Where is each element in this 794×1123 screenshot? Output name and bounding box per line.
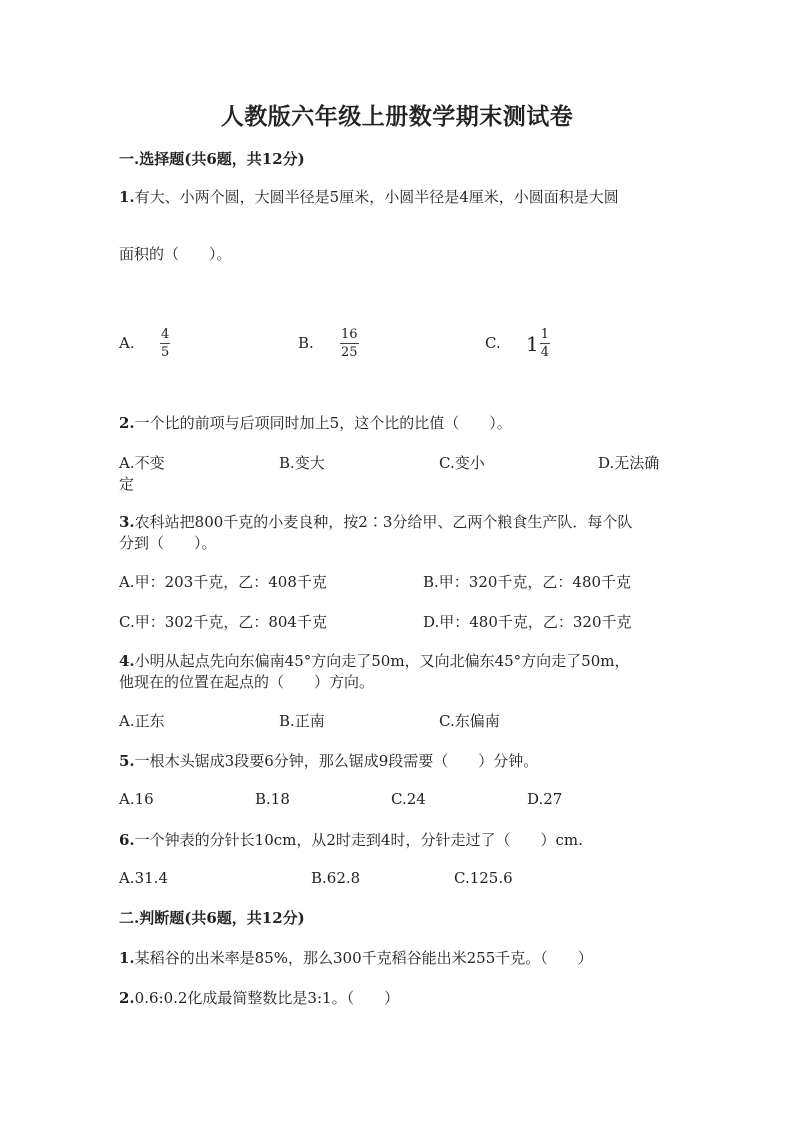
option-c-mixed-number — [526, 328, 550, 359]
question-text: 有大、小两个圆，大圆半径是5厘米，小圆半径是4厘米，小圆面积是大圆 — [134, 188, 619, 206]
question-2 — [119, 412, 512, 433]
option-a[interactable]: A.16 — [119, 790, 154, 808]
option-d[interactable]: D.27 — [527, 790, 563, 808]
question-3-line1 — [119, 511, 632, 532]
option-d[interactable]: D.甲：480千克，乙：320千克 — [423, 613, 632, 631]
question-text: 小明从起点先向东偏南45°方向走了50m，又向北偏东45°方向走了50m， — [134, 652, 630, 670]
section-heading-choice: 一.选择题(共6题，共12分) — [119, 150, 305, 168]
option-a[interactable]: A.不变 — [119, 454, 165, 472]
option-a[interactable]: A.甲：203千克，乙：408千克 — [119, 573, 327, 591]
question-text: 农科站把800千克的小麦良种，按2∶3分给甲、乙两个粮食生产队．每个队 — [134, 513, 633, 531]
option-c[interactable] — [485, 334, 501, 352]
page-title: 人教版六年级上册数学期末测试卷 — [220, 103, 574, 130]
question-text: 一根木头锯成3段要6分钟，那么锯成9段需要（ ）分钟。 — [134, 752, 539, 770]
question-number: 2. — [119, 989, 135, 1007]
question-text: 一个比的前项与后项同时加上5，这个比的比值（ ）。 — [134, 414, 512, 432]
option-d[interactable]: D.无法确 — [598, 454, 660, 472]
option-a-fraction — [160, 328, 170, 359]
tf-question-2 — [119, 987, 399, 1008]
question-text: 0.6:0.2化成最简整数比是3:1。（ ） — [134, 989, 400, 1007]
option-a[interactable]: A.正东 — [119, 712, 165, 730]
option-d-wrap: 定 — [119, 475, 135, 493]
question-1-line1 — [119, 186, 619, 207]
option-letter: B. — [298, 334, 314, 352]
option-b[interactable]: B.甲：320千克，乙：480千克 — [423, 573, 632, 591]
mixed-whole: 1 — [526, 331, 539, 356]
option-c[interactable]: C.24 — [391, 790, 426, 808]
question-number: 5. — [119, 752, 135, 770]
option-letter: A. — [119, 334, 135, 352]
question-number: 2. — [119, 414, 135, 432]
question-1-line2: 面积的（ ）。 — [119, 245, 232, 263]
option-b-fraction — [340, 328, 359, 359]
option-c[interactable]: C.甲：302千克，乙：804千克 — [119, 613, 327, 631]
option-b[interactable]: B.18 — [255, 790, 290, 808]
fraction-denominator: 5 — [161, 345, 170, 360]
question-3-line2: 分到（ ）。 — [119, 534, 217, 552]
option-b[interactable] — [298, 334, 314, 352]
question-number: 6. — [119, 831, 135, 849]
option-b[interactable]: B.62.8 — [311, 869, 361, 887]
question-number: 1. — [119, 949, 135, 967]
tf-question-1 — [119, 947, 593, 968]
question-text: 某稻谷的出米率是85%，那么300千克稻谷能出米255千克。（ ） — [134, 949, 593, 967]
question-number: 1. — [119, 188, 135, 206]
option-a[interactable]: A.31.4 — [119, 869, 168, 887]
option-c[interactable]: C.变小 — [439, 454, 485, 472]
option-b[interactable]: B.变大 — [279, 454, 325, 472]
question-number: 3. — [119, 513, 135, 531]
question-4-line1 — [119, 650, 629, 671]
fraction-denominator: 25 — [341, 345, 358, 360]
option-b[interactable]: B.正南 — [279, 712, 325, 730]
question-4-line2: 他现在的位置在起点的（ ）方向。 — [119, 673, 375, 691]
fraction-denominator: 4 — [540, 345, 550, 360]
section-heading-true-false: 二.判断题(共6题，共12分) — [119, 909, 305, 927]
option-c[interactable]: C.125.6 — [454, 869, 513, 887]
question-text: 一个钟表的分针长10cm，从2时走到4时，分针走过了（ ）cm. — [134, 831, 583, 849]
option-a[interactable] — [119, 334, 135, 352]
fraction-numerator: 4 — [161, 327, 170, 342]
question-5 — [119, 750, 538, 771]
fraction-numerator: 16 — [341, 327, 358, 342]
question-number: 4. — [119, 652, 135, 670]
option-letter: C. — [485, 334, 501, 352]
option-c[interactable]: C.东偏南 — [439, 712, 500, 730]
fraction-numerator: 1 — [540, 327, 550, 342]
question-6 — [119, 829, 583, 850]
